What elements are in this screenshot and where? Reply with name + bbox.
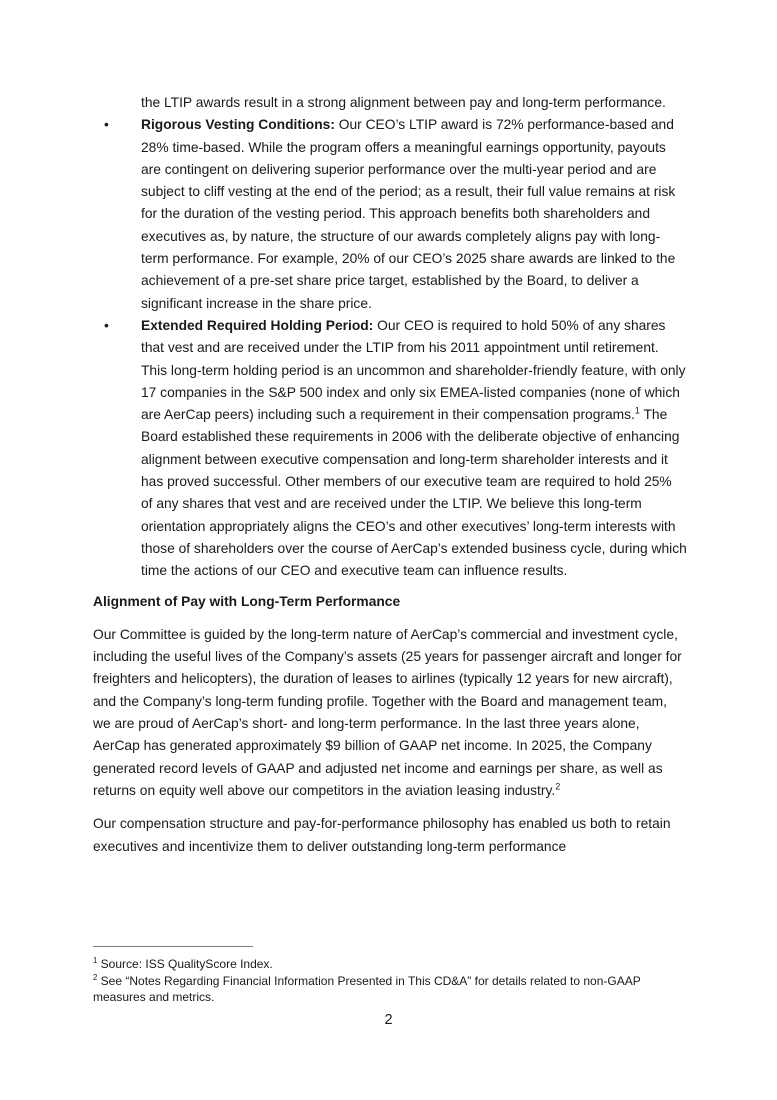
paragraph xyxy=(93,813,687,858)
bold-text-run: Rigorous Vesting Conditions: xyxy=(141,117,339,133)
bullet-icon: • xyxy=(104,117,109,133)
text-run: Our compensation structure and pay-for-performance philosophy has enabled us both to retain executives and incentivize them to deliver outstanding long-term performance xyxy=(93,816,671,854)
page-number: 2 xyxy=(384,1012,393,1028)
heading xyxy=(93,591,687,613)
bullet-item xyxy=(93,114,687,315)
bullet-icon: • xyxy=(104,317,109,333)
footnote-list xyxy=(93,956,687,1006)
bold-text-run: Alignment of Pay with Long-Term Performance xyxy=(93,593,401,609)
footnote-reference: 1 xyxy=(634,405,640,416)
footnote: $^2$ See “Notes Regarding Financial Information Presented in This CD&A” for details related to non-GAAP measures and metrics. xyxy=(93,972,641,1004)
list-continuation xyxy=(93,92,687,114)
bullet-item xyxy=(93,315,687,583)
footnote-separator xyxy=(93,946,253,947)
text-run: Our Committee is guided by the long-term nature of AerCap’s commercial and investment cycle, including the useful lives of the Company’s assets (25 years for passenger aircraft and longer for freighters and helicopters), the duration of leases to airlines (typically 12 years for new aircraft), and the Company’s long-term funding profile. Together with the Board and management team, we are proud of AerCap’s short- and long-term performance. In the last three years alone, AerCap has generated approximately $9 billion of GAAP net income. In 2025, the Company generated record levels of GAAP and adjusted net income and earnings per share, as well as returns on equity well above our competitors in the aviation leasing industry. xyxy=(93,626,682,798)
bold-text-run: Extended Required Holding Period: xyxy=(141,317,378,333)
text-run: The Board established these requirements in 2006 with the deliberate objective of enhancing alignment between executive compensation and long-term shareholder interests and it has proved successful. Other members of our executive team are required to hold 25% of any shares that vest and are received under the LTIP. We believe this long-term orientation appropriately aligns the CEO’s and other executives’ long-term interests with those of shareholders over the course of AerCap’s extended business cycle, during which time the actions of our CEO and executive team can influence results. xyxy=(141,407,687,579)
document-blocks xyxy=(93,92,687,869)
footnote: $^1$ Source: ISS QualityScore Index. xyxy=(93,956,273,971)
footnotes-section xyxy=(93,946,687,1006)
text-run: the LTIP awards result in a strong alignment between pay and long-term performance. xyxy=(141,95,666,110)
footnote-marker: 1 xyxy=(93,956,98,965)
footnote-reference: 2 xyxy=(555,781,561,792)
footnote-marker: 2 xyxy=(93,972,98,982)
text-run: Our CEO is required to hold 50% of any shares that vest and are received under the LTIP from his 2011 appointment until retirement. This long-term holding period is an uncommon and shareholder-friendly feature, with only 17 companies in the S&P 500 index and only six EMEA-listed companies (none of which are AerCap peers) including such a requirement in their compensation programs. xyxy=(141,317,686,423)
text-run: Our CEO’s LTIP award is 72% performance-based and 28% time-based. While the program offers a meaningful earnings opportunity, payouts are contingent on delivering superior performance over the multi-year period and are subject to cliff vesting at the end of the period; as a result, their full value remains at risk for the duration of the vesting period. This approach benefits both shareholders and executives as, by nature, the structure of our awards completely aligns pay with long-term performance. For example, 20% of our CEO’s 2025 share awards are linked to the achievement of a pre-set share price target, established by the Board, to deliver a significant increase in the share price. xyxy=(141,117,676,311)
paragraph xyxy=(93,624,687,802)
